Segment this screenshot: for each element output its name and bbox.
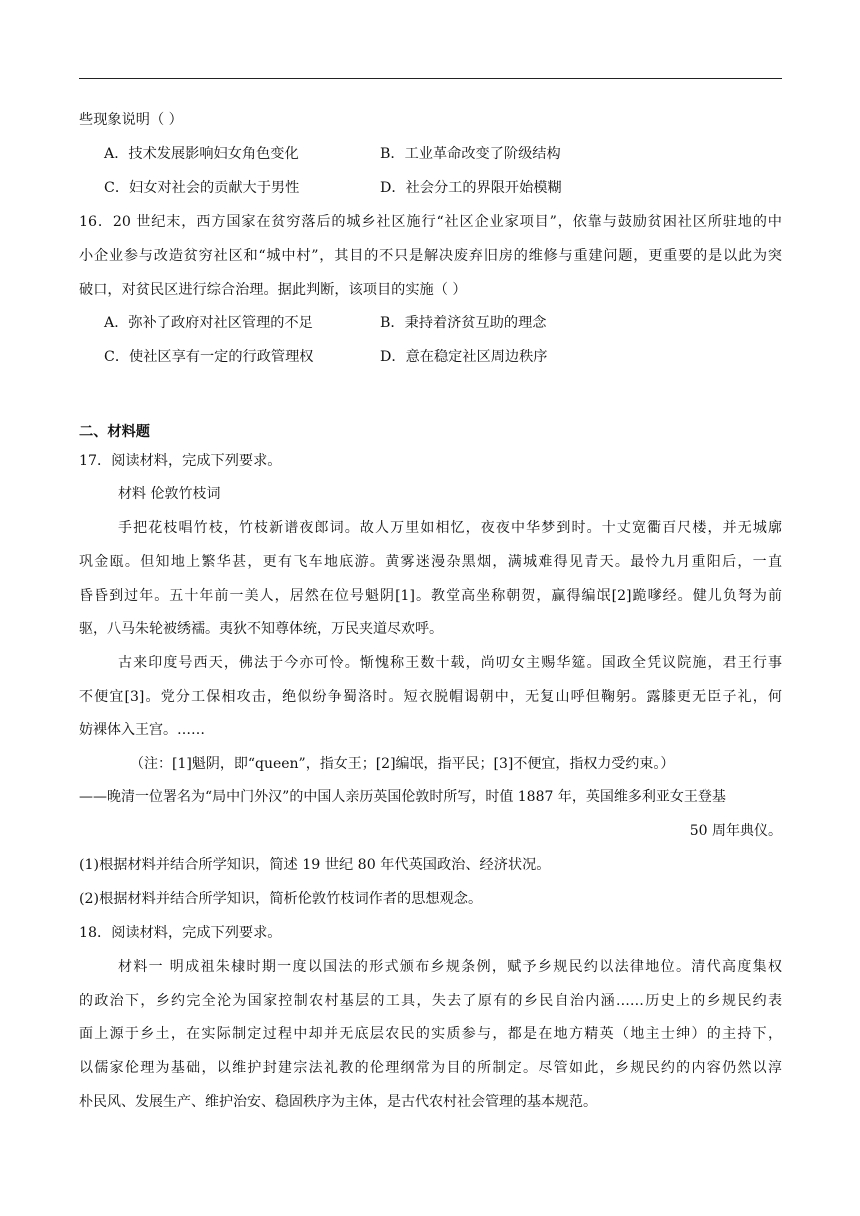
q15-option-a[interactable]: A．技术发展影响妇女角色变化 xyxy=(104,146,299,162)
q18-para-line-3: 面上源于乡土，在实际制定过程中却并无底层农民的实质参与，都是在地方精英（地主士绅）的主持下， xyxy=(79,1026,782,1042)
q16-option-d[interactable]: D．意在稳定社区周边秩序 xyxy=(380,349,548,365)
q16-option-a[interactable]: A．弥补了政府对社区管理的不足 xyxy=(104,315,313,331)
q17-para2-line-1: 古来印度号西天，佛法于今亦可怜。惭愧称王数十载，尚叨女主赐华筵。国政全凭议院施，君王行事 xyxy=(118,655,782,671)
q16-option-b[interactable]: B．秉持着济贫互助的理念 xyxy=(380,315,547,331)
q17-para1-line-2: 巩金瓯。但知地上繁华甚，更有飞车地底游。黄雾迷漫杂黑烟，满城难得见青天。最怜九月重阳后，一直 xyxy=(79,554,782,570)
q17-stem: 17．阅读材料，完成下列要求。 xyxy=(79,453,282,469)
q18-stem: 18．阅读材料，完成下列要求。 xyxy=(79,925,282,941)
header-rule xyxy=(79,78,782,79)
q16-stem-line-3: 破口，对贫民区进行综合治理。据此判断，该项目的实施（ ） xyxy=(79,282,467,298)
q17-source-line-1: ——晚清一位署名为“局中门外汉”的中国人亲历英国伦敦时所写，时值 1887 年，英国维多利亚女王登基 xyxy=(79,789,726,805)
q18-para-line-2: 的政治下，乡约完全沦为国家控制农村基层的工具，失去了原有的乡民自治内涵……历史上的乡规民约表 xyxy=(79,993,782,1009)
q16-stem-line-2: 小企业参与改造贫穷社区和“城中村”，其目的不只是解决废弃旧房的维修与重建问题，更重要的是以此为突 xyxy=(79,248,782,264)
q17-para2-line-2: 不便宜[3]。党分工保相攻击，绝似纷争蜀洛时。短衣脱帽谒朝中，无复山呼但鞠躬。露膝更无臣子礼，何 xyxy=(79,689,782,705)
q16-stem-line-1: 16．20 世纪末，西方国家在贫穷落后的城乡社区施行“社区企业家项目”，依靠与鼓励贫困社区所驻地的中 xyxy=(79,214,782,230)
q15-option-b[interactable]: B．工业革命改变了阶级结构 xyxy=(380,146,561,162)
q18-para-line-5: 朴民风、发展生产、维护治安、稳固秩序为主体，是古代农村社会管理的基本规范。 xyxy=(79,1094,597,1110)
q17-para1-line-1: 手把花枝唱竹枝，竹枝新谱夜郎词。故人万里如相忆，夜夜中华梦到时。十丈宽衢百尺楼，并无城廓 xyxy=(118,520,782,536)
q17-material-title: 材料 伦敦竹枝词 xyxy=(118,486,221,502)
q16-option-c[interactable]: C．使社区享有一定的行政管理权 xyxy=(104,349,314,365)
q18-para-line-1: 材料一 明成祖朱棣时期一度以国法的形式颁布乡规条例，赋予乡规民约以法律地位。清代高度集权 xyxy=(118,959,782,975)
q17-subquestion-2: (2)根据材料并结合所学知识，简析伦敦竹枝词作者的思想观念。 xyxy=(79,891,483,907)
q17-subquestion-1: (1)根据材料并结合所学知识，简述 19 世纪 80 年代英国政治、经济状况。 xyxy=(79,857,551,873)
section-heading: 二、材料题 xyxy=(79,424,150,440)
q17-source-line-2: 50 周年典仪。 xyxy=(689,823,782,839)
q18-para-line-4: 以儒家伦理为基础，以维护封建宗法礼教的伦理纲常为目的所制定。尽管如此，乡规民约的内容仍然以淳 xyxy=(79,1060,782,1076)
q17-para1-line-3: 昏昏到过年。五十年前一美人，居然在位号魁阴[1]。教堂高坐称朝贺，赢得编氓[2]跪嗲经。健儿负弩为前 xyxy=(79,588,782,604)
q17-para1-line-4: 驱，八马朱轮被绣襦。夷狄不知尊体统，万民夹道尽欢呼。 xyxy=(79,621,443,637)
q15-option-d[interactable]: D．社会分工的界限开始模糊 xyxy=(380,180,562,196)
q15-option-c[interactable]: C．妇女对社会的贡献大于男性 xyxy=(104,180,300,196)
q15-stem-tail: 些现象说明（ ） xyxy=(79,112,183,128)
q17-note: （注：[1]魁阴，即“queen”，指女王；[2]编氓，指平民；[3]不便宜，指权力受约束。） xyxy=(130,756,675,772)
q17-para2-line-3: 妨裸体入王宫。…… xyxy=(79,722,205,738)
